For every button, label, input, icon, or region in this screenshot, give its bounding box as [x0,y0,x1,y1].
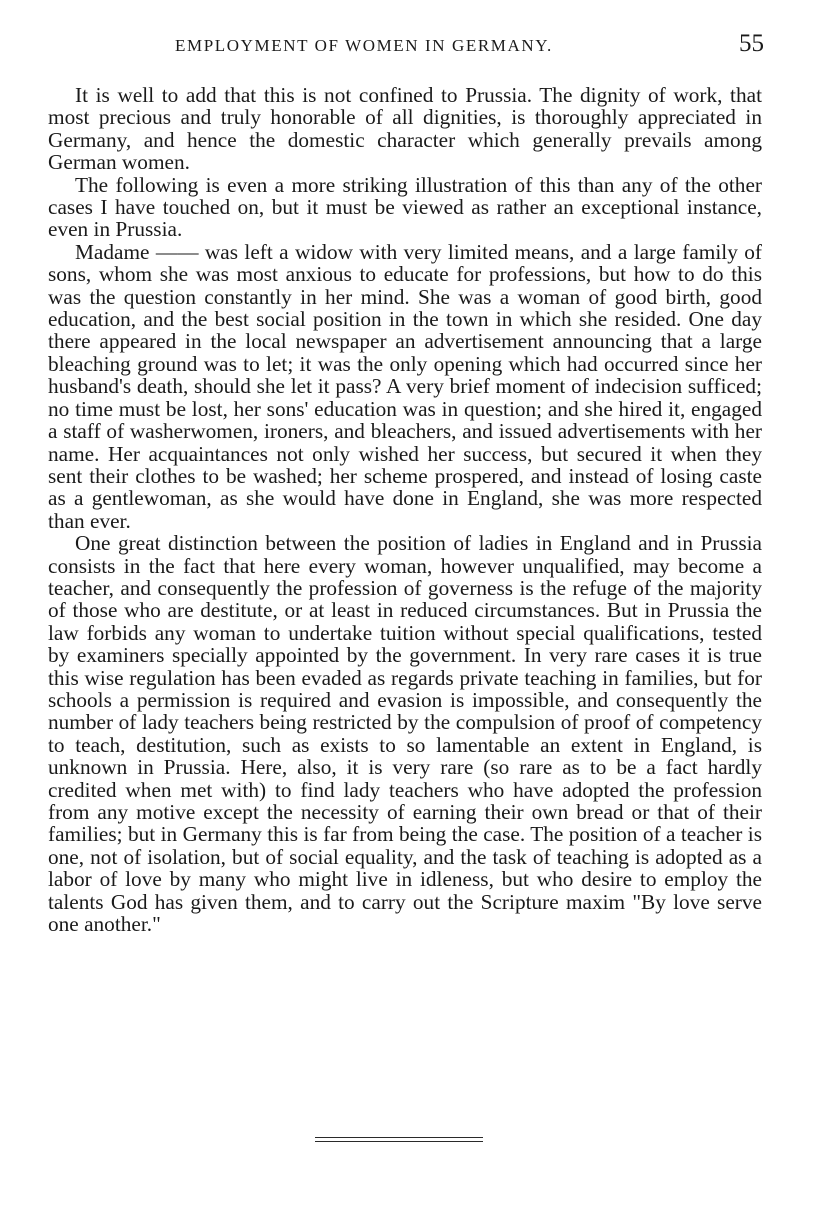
body-text [48,84,762,935]
section-end-rule [315,1137,483,1145]
running-title: EMPLOYMENT OF WOMEN IN GERMANY. [175,36,553,55]
paragraph-dignity-of-work: It is well to add that this is not confined to Prussia. The dignity of work, that most precious and truly honorable of all dignities, is thoroughly appreciated in Germany, and hence the domestic character which generally prevails among German women. [48,83,762,175]
paragraph-teachers-distinction: One great distinction between the position of ladies in England and in Prussia consists in the fact that here every woman, however unqualified, may become a teacher, and consequently the profession of governess is the refuge of the majority of those who are destitute, or at least in reduced circumstances. But in Prussia the law forbids any woman to undertake tuition without special qualifications, tested by examiners specially appointed by the government. In very rare cases it is true this wise regulation has been evaded as regards private teaching in families, but for schools a permission is required and evasion is impossible, and consequently the number of lady teachers being restricted by the compulsion of proof of competency to teach, destitution, such as exists to so lamentable an extent in England, is unknown in Prussia. Here, also, it is very rare (so rare as to be a fact hardly credited when met with) to find lady teachers who have adopted the profession from any motive except the necessity of earning their own bread or that of their families; but in Germany this is far from being the case. The position of a teacher is one, not of isolation, but of social equality, and the task of teaching is adopted as a labor of love by many who might live in idleness, but who desire to employ the talents God has given them, and to carry out the Scripture maxim "By love serve one another." [48,531,762,937]
page-number: 55 [739,30,764,57]
rule-line-bottom [315,1141,483,1142]
running-header [48,28,762,64]
book-page [48,28,762,935]
paragraph-madame-widow: Madame —— was left a widow with very limited means, and a large family of sons, whom she was most anxious to educate for professions, but how to do this was the question constantly in her mind. She was a woman of good birth, good education, and the best social position in the town in which she resided. One day there appeared in the local newspaper an advertisement announcing that a large bleaching ground was to let; it was the only opening which had occurred since her husband's death, should she let it pass? A very brief moment of indecision sufficed; no time must be lost, her sons' education was in question; and she hired it, engaged a staff of washerwomen, ironers, and bleachers, and issued advertisements with her name. Her acquaintances not only wished her success, but secured it when they sent their clothes to be washed; her scheme prospered, and instead of losing caste as a gentlewoman, as she would have done in England, she was more respected than ever. [48,239,762,533]
rule-line-top [315,1137,483,1138]
paragraph-striking-illustration: The following is even a more striking illustration of this than any of the other cases I have touched on, but it must be viewed as rather an exceptional instance, even in Prussia. [48,172,762,242]
